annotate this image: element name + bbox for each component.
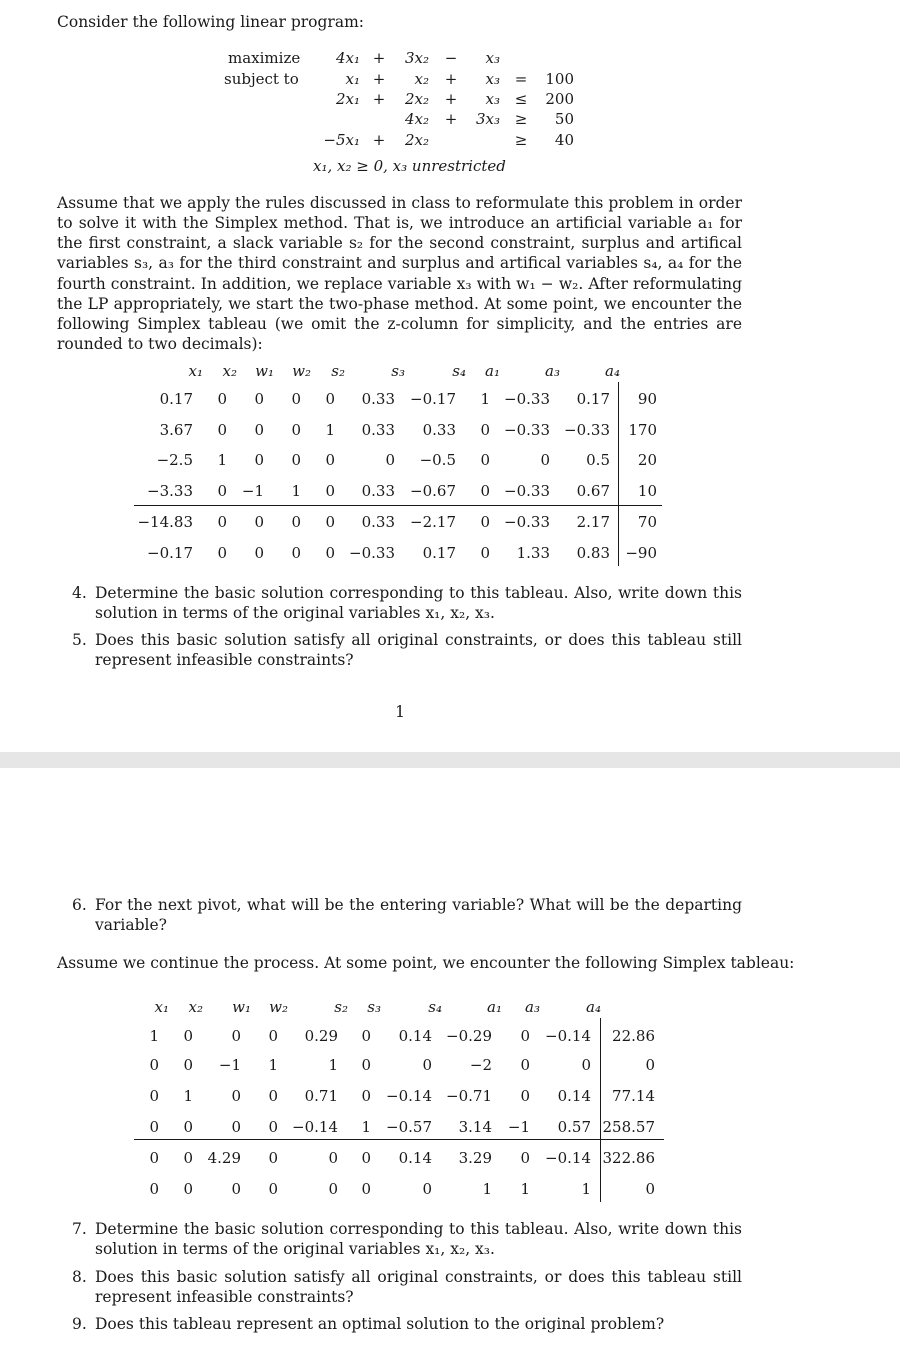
lp-row-5-term-6: ≥: [514, 131, 528, 149]
tab2-cell-r1-c9: 0: [520, 1027, 530, 1045]
tab1-cell-r2-c7: 0.33: [422, 421, 456, 439]
tab1-cell-r6-c8: 0: [480, 544, 490, 562]
tab1-header-2: x₂: [222, 362, 237, 380]
tab1-cell-r1-c4: 0: [291, 390, 301, 408]
tab1-cell-r1-c1: 0.17: [159, 390, 193, 408]
tab2-cell-r4-c10: 0.57: [557, 1118, 591, 1136]
tab2-cell-r3-c3: 0: [231, 1087, 241, 1105]
page-separator: [0, 752, 900, 768]
tab2-cell-r6-c2: 0: [183, 1180, 193, 1198]
question-8: [72, 1267, 742, 1309]
lp-row-2-term-1: x₁: [345, 70, 360, 88]
tab2-cell-r6-c10: 1: [581, 1180, 591, 1198]
tab1-cell-r4-c5: 0: [325, 482, 335, 500]
lp-row-2-term-3: x₂: [414, 70, 429, 88]
tab2-cell-r4-c8: 3.14: [458, 1118, 492, 1136]
tab1-cell-r4-c6: 0.33: [361, 482, 395, 500]
tab2-cell-r2-c10: 0: [581, 1056, 591, 1074]
tab2-cell-r6-c1: 0: [149, 1180, 159, 1198]
tab2-cell-r2-c3: −1: [218, 1056, 241, 1074]
tab2-cell-r5-c5: 0: [328, 1149, 338, 1167]
tab1-cell-r1-c6: 0.33: [361, 390, 395, 408]
tab2-cell-r2-c1: 0: [149, 1056, 159, 1074]
lp-row-2-term-2: +: [372, 70, 386, 88]
subject-to-label: subject to: [224, 70, 299, 88]
tab2-header-4: w₂: [269, 998, 288, 1016]
tab2-cell-r3-c2: 1: [183, 1087, 193, 1105]
tab1-cell-r6-c6: −0.33: [349, 544, 395, 562]
question-number: 4.: [72, 584, 87, 602]
reformulation-paragraph: Assume that we apply the rules discussed in class to reformulate this problem in order to solve it with the Simplex method. That is, we introduce an artificial variable a₁ for the first constraint, a slack variable s₂ for the second constraint, surplus and artifical variables s₃, a₃ for the third constraint and surplus and artifical variables s₄, a₄ for the fourth constraint. In addition, we replace variable x₃ with w₁ − w₂. After reformulating the LP appropriately, we start the two-phase method. At some point, we encounter the following Simplex tableau (we omit the z-column for simplicity, and the entries are rounded to two decimals):: [57, 194, 742, 353]
tab1-cell-r2-c11: 170: [628, 421, 657, 439]
tab2-cell-r1-c8: −0.29: [446, 1027, 492, 1045]
tab2-header-6: s₃: [367, 998, 381, 1016]
tab2-cell-r5-c8: 3.29: [458, 1149, 492, 1167]
tab2-cell-r2-c4: 1: [268, 1056, 278, 1074]
question-6: [72, 895, 742, 937]
lp-row-3-term-1: 2x₁: [335, 90, 360, 108]
tab2-header-8: a₁: [487, 998, 502, 1016]
lp-row-2-term-7: 100: [545, 70, 574, 88]
tab1-cell-r3-c1: −2.5: [156, 451, 193, 469]
lp-row-1-term-2: +: [372, 49, 386, 67]
question-text: Does this basic solution satisfy all original constraints, or does this tableau still represent infeasible constraints?: [95, 631, 742, 670]
tab1-cell-r1-c3: 0: [254, 390, 264, 408]
tab2-cell-r4-c6: 1: [361, 1118, 371, 1136]
tab1-cell-r1-c11: 90: [637, 390, 657, 408]
question-number: 5.: [72, 631, 87, 649]
tab1-cell-r2-c8: 0: [480, 421, 490, 439]
tab2-cell-r4-c9: −1: [507, 1118, 530, 1136]
tab1-cell-r3-c3: 0: [254, 451, 264, 469]
tab2-cell-r3-c6: 0: [361, 1087, 371, 1105]
tab1-cell-r6-c10: 0.83: [576, 544, 610, 562]
tab1-cell-r3-c8: 0: [480, 451, 490, 469]
tab1-cell-r6-c1: −0.17: [147, 544, 193, 562]
tab1-cell-r6-c3: 0: [254, 544, 264, 562]
lp-row-3-term-6: ≤: [514, 90, 528, 108]
tab1-cell-r6-c5: 0: [325, 544, 335, 562]
tab1-cell-r3-c2: 1: [217, 451, 227, 469]
tab2-cell-r5-c10: −0.14: [545, 1149, 591, 1167]
tab1-cell-r4-c4: 1: [291, 482, 301, 500]
page-number: 1: [395, 703, 405, 721]
tab2-header-1: x₁: [154, 998, 169, 1016]
tab2-cell-r5-c4: 0: [268, 1149, 278, 1167]
tab2-cell-r1-c2: 0: [183, 1027, 193, 1045]
lp-row-1-term-3: 3x₂: [404, 49, 429, 67]
tab2-cell-r5-c9: 0: [520, 1149, 530, 1167]
tab2-cell-r4-c3: 0: [231, 1118, 241, 1136]
tab2-cell-r3-c5: 0.71: [304, 1087, 338, 1105]
question-text: Does this basic solution satisfy all original constraints, or does this tableau still represent infeasible constraints?: [95, 1268, 742, 1307]
lp-domain: x₁, x₂ ≥ 0, x₃ unrestricted: [313, 157, 506, 175]
tab1-cell-r5-c11: 70: [637, 513, 657, 531]
tab1-cell-r4-c10: 0.67: [576, 482, 610, 500]
tab1-cell-r4-c3: −1: [241, 482, 264, 500]
tab2-cell-r2-c5: 1: [328, 1056, 338, 1074]
lp-row-3-term-3: 2x₂: [404, 90, 429, 108]
tab2-header-5: s₂: [334, 998, 348, 1016]
tab1-cell-r3-c5: 0: [325, 451, 335, 469]
question-text: Determine the basic solution corresponding to this tableau. Also, write down this solution in terms of the original variables x₁, x₂, x₃.: [95, 1220, 742, 1259]
tab1-cell-r2-c6: 0.33: [361, 421, 395, 439]
tab2-cell-r1-c5: 0.29: [304, 1027, 338, 1045]
tab1-cell-r5-c4: 0: [291, 513, 301, 531]
tab2-cell-r1-c1: 1: [149, 1027, 159, 1045]
continue-paragraph: Assume we continue the process. At some point, we encounter the following Simplex tableau:: [57, 954, 795, 972]
tab2-header-10: a₄: [586, 998, 601, 1016]
tab1-header-3: w₁: [255, 362, 274, 380]
tab2-cell-r6-c11: 0: [645, 1180, 655, 1198]
tab1-cell-r4-c2: 0: [217, 482, 227, 500]
tab2-header-3: w₁: [232, 998, 251, 1016]
tab1-cell-r2-c1: 3.67: [159, 421, 193, 439]
tab2-cell-r4-c4: 0: [268, 1118, 278, 1136]
lp-row-3-term-4: +: [444, 90, 458, 108]
lp-row-1-term-5: x₃: [485, 49, 500, 67]
tab2-cell-r4-c11: 258.57: [602, 1118, 655, 1136]
tab1-cell-r3-c9: 0: [540, 451, 550, 469]
tab1-cell-r2-c5: 1: [325, 421, 335, 439]
tab1-cell-r1-c5: 0: [325, 390, 335, 408]
tab2-cell-r2-c11: 0: [645, 1056, 655, 1074]
lp-row-3-term-2: +: [372, 90, 386, 108]
tab2-cell-r2-c8: −2: [469, 1056, 492, 1074]
tab2-cell-r3-c10: 0.14: [557, 1087, 591, 1105]
question-7: [72, 1219, 742, 1261]
tab1-cell-r2-c2: 0: [217, 421, 227, 439]
tab1-header-8: a₁: [485, 362, 500, 380]
tab2-header-9: a₃: [525, 998, 540, 1016]
lp-row-5-term-7: 40: [554, 131, 574, 149]
tab1-header-6: s₃: [391, 362, 405, 380]
tab1-cell-r2-c4: 0: [291, 421, 301, 439]
tab1-cell-r3-c11: 20: [637, 451, 657, 469]
lp-row-4-term-3: 4x₂: [404, 110, 429, 128]
tab2-cell-r4-c1: 0: [149, 1118, 159, 1136]
question-number: 9.: [72, 1315, 87, 1333]
tab2-cell-r6-c7: 0: [422, 1180, 432, 1198]
tab2-cell-r2-c7: 0: [422, 1056, 432, 1074]
tab1-cell-r1-c9: −0.33: [504, 390, 550, 408]
tab1-cell-r2-c10: −0.33: [564, 421, 610, 439]
tab1-cell-r3-c10: 0.5: [586, 451, 610, 469]
tab2-cell-r1-c3: 0: [231, 1027, 241, 1045]
tab1-cell-r3-c4: 0: [291, 451, 301, 469]
tab2-cell-r1-c11: 22.86: [612, 1027, 655, 1045]
tab1-cell-r1-c8: 1: [480, 390, 490, 408]
lp-row-4-term-4: +: [444, 110, 458, 128]
tab2-cell-r1-c4: 0: [268, 1027, 278, 1045]
tab1-header-9: a₃: [545, 362, 560, 380]
tab1-cell-r6-c7: 0.17: [422, 544, 456, 562]
tab1-cell-r4-c11: 10: [637, 482, 657, 500]
tab2-cell-r1-c10: −0.14: [545, 1027, 591, 1045]
tab2-cell-r3-c7: −0.14: [386, 1087, 432, 1105]
tab1-cell-r4-c1: −3.33: [147, 482, 193, 500]
lp-row-3-term-5: x₃: [485, 90, 500, 108]
tab1-cell-r2-c9: −0.33: [504, 421, 550, 439]
linear-program: [0, 0, 900, 180]
lp-row-3-term-7: 200: [545, 90, 574, 108]
lp-row-4-term-6: ≥: [514, 110, 528, 128]
question-text: For the next pivot, what will be the entering variable? What will be the departing variable?: [95, 896, 742, 935]
question-text: Determine the basic solution corresponding to this tableau. Also, write down this solution in terms of the original variables x₁, x₂, x₃.: [95, 584, 742, 623]
tab2-cell-r1-c7: 0.14: [398, 1027, 432, 1045]
tab2-cell-r4-c7: −0.57: [386, 1118, 432, 1136]
tab2-cell-r3-c1: 0: [149, 1087, 159, 1105]
tab1-objective-divider: [134, 505, 662, 506]
question-9: [72, 1314, 742, 1336]
tab1-cell-r3-c6: 0: [385, 451, 395, 469]
tab2-cell-r5-c7: 0.14: [398, 1149, 432, 1167]
tab1-cell-r5-c2: 0: [217, 513, 227, 531]
tab1-cell-r6-c9: 1.33: [516, 544, 550, 562]
tab1-cell-r4-c9: −0.33: [504, 482, 550, 500]
tab1-cell-r3-c7: −0.5: [419, 451, 456, 469]
tab1-header-4: w₂: [292, 362, 311, 380]
tab2-cell-r6-c9: 1: [520, 1180, 530, 1198]
maximize-label: maximize: [228, 49, 301, 67]
tab1-cell-r5-c9: −0.33: [504, 513, 550, 531]
lp-row-1-term-1: 4x₁: [335, 49, 360, 67]
tab2-cell-r5-c3: 4.29: [207, 1149, 241, 1167]
tab1-cell-r5-c3: 0: [254, 513, 264, 531]
tab2-cell-r4-c2: 0: [183, 1118, 193, 1136]
tab1-header-7: s₄: [452, 362, 466, 380]
lp-row-5-term-3: 2x₂: [404, 131, 429, 149]
tab2-header-7: s₄: [428, 998, 442, 1016]
lp-row-2-term-5: x₃: [485, 70, 500, 88]
tab1-cell-r2-c3: 0: [254, 421, 264, 439]
tab1-cell-r5-c6: 0.33: [361, 513, 395, 531]
tab1-cell-r1-c10: 0.17: [576, 390, 610, 408]
question-text: Does this tableau represent an optimal solution to the original problem?: [95, 1315, 665, 1333]
tab1-cell-r5-c10: 2.17: [576, 513, 610, 531]
tab2-cell-r6-c4: 0: [268, 1180, 278, 1198]
lp-row-1-term-4: −: [444, 49, 458, 67]
lp-row-5-term-1: −5x₁: [323, 131, 360, 149]
tab2-cell-r6-c5: 0: [328, 1180, 338, 1198]
lp-row-4-term-5: 3x₃: [475, 110, 500, 128]
tab2-cell-r5-c1: 0: [149, 1149, 159, 1167]
tab2-cell-r6-c6: 0: [361, 1180, 371, 1198]
tab2-header-2: x₂: [188, 998, 203, 1016]
tab1-cell-r1-c2: 0: [217, 390, 227, 408]
lp-row-4-term-7: 50: [554, 110, 574, 128]
tab2-cell-r5-c2: 0: [183, 1149, 193, 1167]
lp-row-2-term-4: +: [444, 70, 458, 88]
tab2-cell-r5-c6: 0: [361, 1149, 371, 1167]
tab1-cell-r1-c7: −0.17: [410, 390, 456, 408]
tab2-cell-r5-c11: 322.86: [602, 1149, 655, 1167]
lp-row-5-term-2: +: [372, 131, 386, 149]
question-4: [72, 583, 742, 625]
tab2-cell-r3-c11: 77.14: [612, 1087, 655, 1105]
tab2-objective-divider: [134, 1139, 664, 1140]
tab2-cell-r2-c6: 0: [361, 1056, 371, 1074]
tab2-rhs-divider: [600, 1018, 601, 1202]
intro-text: Consider the following linear program:: [57, 13, 365, 31]
tab1-cell-r5-c7: −2.17: [410, 513, 456, 531]
question-number: 8.: [72, 1268, 87, 1286]
tab1-cell-r5-c5: 0: [325, 513, 335, 531]
question-number: 6.: [72, 896, 87, 914]
tab2-cell-r6-c8: 1: [482, 1180, 492, 1198]
tab1-cell-r4-c8: 0: [480, 482, 490, 500]
tab2-cell-r3-c9: 0: [520, 1087, 530, 1105]
tab1-header-10: a₄: [605, 362, 620, 380]
tab1-cell-r6-c11: −90: [625, 544, 657, 562]
question-number: 7.: [72, 1220, 87, 1238]
tab2-cell-r6-c3: 0: [231, 1180, 241, 1198]
tab2-cell-r2-c2: 0: [183, 1056, 193, 1074]
tab1-header-5: s₂: [331, 362, 345, 380]
tab2-cell-r3-c4: 0: [268, 1087, 278, 1105]
tab1-cell-r6-c4: 0: [291, 544, 301, 562]
tab2-cell-r4-c5: −0.14: [292, 1118, 338, 1136]
tab2-cell-r1-c6: 0: [361, 1027, 371, 1045]
tab1-cell-r5-c8: 0: [480, 513, 490, 531]
tab2-cell-r2-c9: 0: [520, 1056, 530, 1074]
tab2-cell-r3-c8: −0.71: [446, 1087, 492, 1105]
tab1-cell-r4-c7: −0.67: [410, 482, 456, 500]
lp-row-2-term-6: =: [514, 70, 528, 88]
question-5: [72, 630, 742, 672]
tab1-cell-r6-c2: 0: [217, 544, 227, 562]
tab1-cell-r5-c1: −14.83: [137, 513, 193, 531]
tab1-rhs-divider: [618, 382, 619, 566]
tab1-header-1: x₁: [188, 362, 203, 380]
